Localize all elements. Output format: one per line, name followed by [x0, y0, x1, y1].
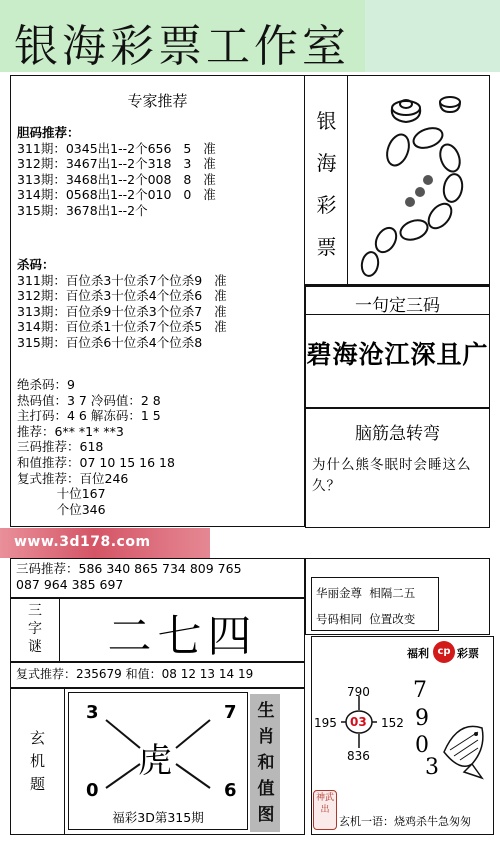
- riddle-label: [10, 602, 60, 656]
- dan-row: 314期：0568出1--2个010 0 准: [17, 187, 216, 203]
- welfare-bottom: 836: [347, 749, 370, 763]
- expert-heading: 专家推荐: [127, 92, 188, 110]
- title-banner-side: [365, 0, 500, 72]
- gold-chain-illustration: [350, 80, 488, 280]
- riddle-label-char: 三: [28, 603, 42, 619]
- riddle-label-char: 字: [28, 621, 42, 637]
- combo-units: 个位346: [17, 501, 106, 517]
- dan-row: 311期：0345出1--2个656 5 准: [17, 140, 216, 156]
- kill-section: [17, 257, 227, 351]
- kill-row: 315期：百位杀6十位杀4个位杀8: [17, 334, 203, 350]
- recommend-pattern: 推荐：6** *1* **3: [17, 423, 124, 439]
- welfare-digit: 7: [413, 678, 427, 703]
- three-code-label: 三码推荐：: [16, 561, 79, 576]
- welfare-logo-suffix: 彩票: [457, 647, 479, 660]
- welfare-digit: 9: [415, 706, 429, 731]
- riddle-answer: 二七四: [107, 611, 258, 662]
- welfare-logo-text: 福利: [407, 647, 429, 660]
- welfare-oneliner: 玄机一语：烧鸡杀牛急匆匆: [339, 815, 471, 828]
- side-brand-char: 票: [316, 235, 337, 259]
- welfare-logo-badge: cp: [433, 641, 455, 663]
- dan-row: 313期：3468出1--2个008 8 准: [17, 171, 216, 187]
- side-brand-char: 银: [316, 109, 337, 133]
- hot-cold-values: 热码值：3 7 冷码值：2 8: [17, 392, 161, 408]
- absolute-kill: 绝杀码：9: [17, 377, 75, 392]
- welfare-digit: 0: [415, 733, 429, 758]
- page-title: 银海彩票工作室: [14, 21, 350, 72]
- kill-row: 314期：百位杀1十位杀7个位杀5 准: [17, 319, 227, 335]
- hint-line-2: 号码相同 位置改变: [316, 612, 416, 626]
- xuanji-label-char: 机: [29, 752, 45, 770]
- brain-teaser-question: 为什么熊冬眠时会睡这么久？: [312, 457, 472, 494]
- hint-line-1: 华丽金尊 相隔二五: [316, 586, 416, 600]
- one-sentence-title: 一句定三码: [355, 296, 440, 316]
- side-brand: [305, 100, 348, 268]
- combo-hundreds: 复式推荐：百位246: [17, 470, 129, 486]
- seal-stamp-text: 神武出: [315, 793, 334, 815]
- dan-row: 315期：3678出1--2个: [17, 202, 148, 218]
- welfare-center: 03: [350, 715, 367, 729]
- welfare-left: 195: [314, 716, 337, 730]
- kill-title: 杀码：: [17, 257, 55, 272]
- xuanji-label: [10, 727, 65, 796]
- one-sentence-text: 碧海沧江深且广: [306, 340, 489, 369]
- kill-row: 313期：百位杀9十位杀3个位杀7 准: [17, 303, 227, 319]
- combo-tens: 十位167: [17, 486, 106, 502]
- xuanji-label-char: 玄: [29, 729, 45, 747]
- three-code-recommend: 三码推荐：618: [17, 439, 104, 455]
- welfare-top: 790: [347, 685, 370, 699]
- xuanji-footer: 福彩3D第315期: [112, 810, 204, 825]
- watermark-url: www.3d178.com: [14, 534, 151, 550]
- side-brand-char: 彩: [316, 193, 337, 217]
- zodiac-sum-char: 生: [257, 701, 275, 721]
- dan-row: 312期：3467出1--2个318 3 准: [17, 156, 216, 172]
- three-code-values: 586 340 865 734 809 765: [78, 561, 242, 576]
- combo-text: 复式推荐：235679 和值：08 12 13 14 19: [16, 667, 254, 681]
- zodiac-sum-char: 图: [257, 805, 275, 825]
- dan-title: 胆码推荐：: [17, 125, 80, 140]
- xuanji-corner-tr: 7: [224, 702, 237, 723]
- xuanji-label-char: 题: [29, 775, 45, 793]
- fish-icon: [438, 712, 490, 782]
- xuanji-center: 虎: [138, 741, 172, 781]
- sum-recommend: 和值推荐：07 10 15 16 18: [17, 454, 175, 470]
- side-brand-char: 海: [316, 151, 337, 175]
- misc-section: [17, 377, 175, 517]
- kill-row: 311期：百位杀3十位杀7个位杀9 准: [17, 272, 227, 288]
- zodiac-sum-char: 肖: [257, 727, 275, 747]
- brain-teaser-title: 脑筋急转弯: [355, 424, 440, 444]
- xuanji-corner-bl: 0: [86, 780, 99, 801]
- three-code-row2: 087 964 385 697: [16, 577, 124, 592]
- dan-section: [17, 125, 216, 219]
- welfare-right: 152: [381, 716, 404, 730]
- zodiac-sum-char: 值: [257, 779, 275, 799]
- kill-row: 312期：百位杀3十位杀4个位杀6 准: [17, 288, 227, 304]
- welfare-digit: 3: [425, 755, 439, 780]
- main-thaw-codes: 主打码：4 6 解冻码：1 5: [17, 408, 161, 424]
- xuanji-corner-tl: 3: [86, 702, 99, 723]
- zodiac-sum-label: [253, 698, 279, 828]
- three-code-row1: [16, 561, 242, 577]
- xuanji-corner-br: 6: [224, 780, 237, 801]
- riddle-label-char: 谜: [28, 639, 42, 655]
- zodiac-sum-char: 和: [257, 753, 275, 773]
